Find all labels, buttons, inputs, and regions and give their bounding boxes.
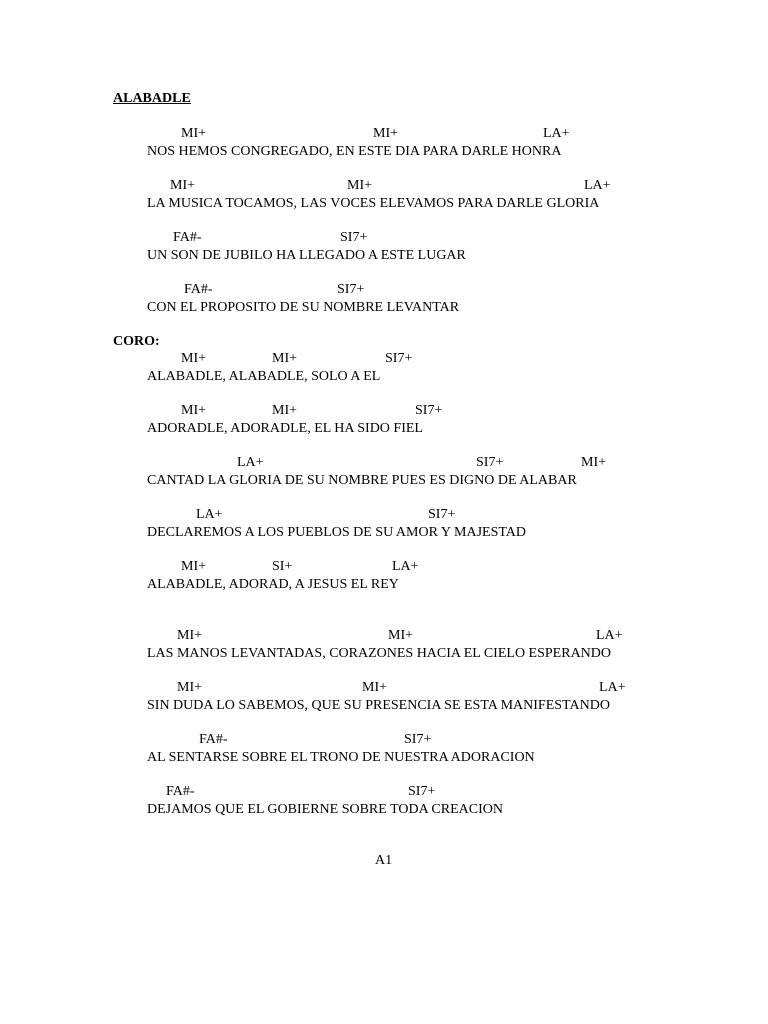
song-title: ALABADLE [113,91,191,106]
chord: SI7+ [404,732,432,747]
chord: LA+ [237,455,264,470]
chord: LA+ [584,178,611,193]
lyric-line: AL SENTARSE SOBRE EL TRONO DE NUESTRA ADORACION [147,750,535,765]
lyric-line: DEJAMOS QUE EL GOBIERNE SOBRE TODA CREACION [147,802,503,817]
lyric-line: LAS MANOS LEVANTADAS, CORAZONES HACIA EL CIELO ESPERANDO [147,646,612,661]
lyric-line: CON EL PROPOSITO DE SU NOMBRE LEVANTAR [147,300,460,315]
chord: MI+ [373,126,399,141]
chord: SI7+ [408,784,436,799]
chord: SI7+ [428,507,456,522]
chord: MI+ [362,680,388,695]
chord: MI+ [177,628,203,643]
chord: MI+ [181,126,207,141]
lyric-line: CANTAD LA GLORIA DE SU NOMBRE PUES ES DIGNO DE ALABAR [147,473,577,488]
chord: MI+ [347,178,373,193]
lyric-line: LA MUSICA TOCAMOS, LAS VOCES ELEVAMOS PARA DARLE GLORIA [147,196,600,211]
lyric-line: SIN DUDA LO SABEMOS, QUE SU PRESENCIA SE ESTA MANIFESTANDO [147,698,610,713]
chord: LA+ [596,628,623,643]
chord: SI7+ [385,351,413,366]
lyric-line: ADORADLE, ADORADLE, EL HA SIDO FIEL [147,421,423,436]
lyric-line: DECLAREMOS A LOS PUEBLOS DE SU AMOR Y MAJESTAD [147,525,527,540]
chord: MI+ [177,680,203,695]
chord: MI+ [181,559,207,574]
chord: SI7+ [337,282,365,297]
chord: MI+ [388,628,414,643]
chord: LA+ [196,507,223,522]
chord: SI7+ [340,230,368,245]
chord: MI+ [272,403,298,418]
chord: MI+ [272,351,298,366]
chord: SI7+ [476,455,504,470]
page-number: A1 [375,853,393,868]
chord: MI+ [181,403,207,418]
chord: MI+ [170,178,196,193]
chord: FA#- [166,784,195,799]
chord: FA#- [199,732,228,747]
lyric-line: NOS HEMOS CONGREGADO, EN ESTE DIA PARA DARLE HONRA [147,144,562,159]
chord: LA+ [392,559,419,574]
chord: LA+ [599,680,626,695]
lyric-line: ALABADLE, ALABADLE, SOLO A EL [147,369,381,384]
chord: SI7+ [415,403,443,418]
chord: FA#- [173,230,202,245]
chord: LA+ [543,126,570,141]
lyric-line: ALABADLE, ADORAD, A JESUS EL REY [147,577,399,592]
chorus-label: CORO: [113,334,160,349]
chord: MI+ [581,455,607,470]
chord: SI+ [272,559,293,574]
lyric-line: UN SON DE JUBILO HA LLEGADO A ESTE LUGAR [147,248,466,263]
chord: MI+ [181,351,207,366]
chord: FA#- [184,282,213,297]
